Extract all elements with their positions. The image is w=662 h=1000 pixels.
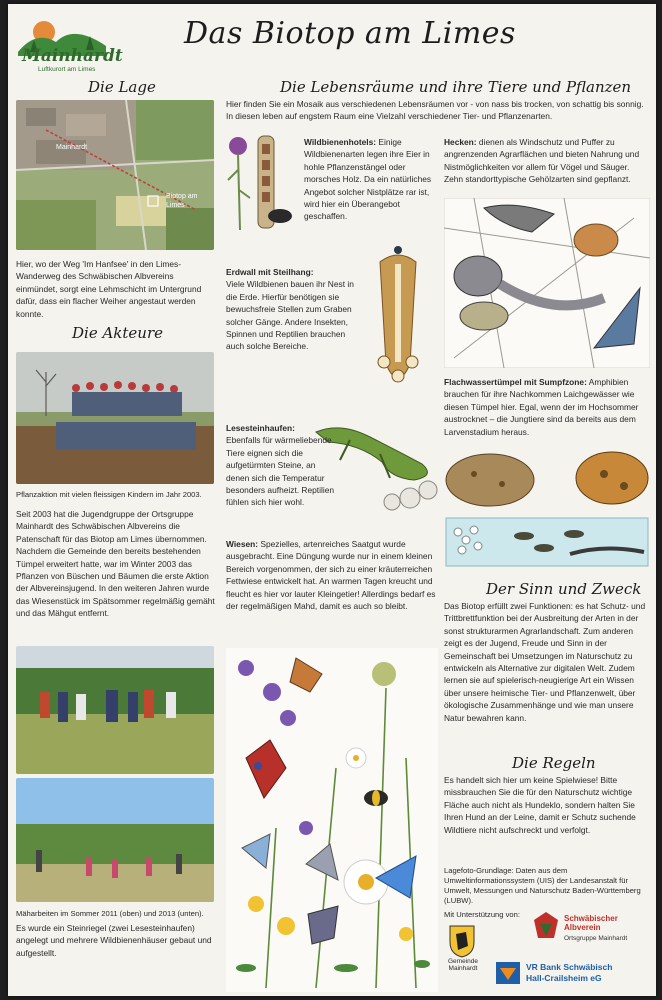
erdwall-title: Erdwall mit Steilhang: (226, 267, 314, 277)
credits-text: Lagefoto-Grundlage: Daten aus dem Umweltinformationssystem (UIS) der Landesanstalt für Umwelt, Messungen und Naturschutz Baden-Württemberg (LUBW). (444, 866, 641, 905)
akteure-text: Seit 2003 hat die Jugendgruppe der Ortsgruppe Mainhardt des Schwäbischen Albvereins die Patenschaft für das Biotop am Limes übernommen. Nachdem die Gemeinde den bereits bestehenden Tümpel erweitert hatte, war im Winter 2003 das Pflanzen von Büschen und Bäumen die erste Aktion der Albvereinsjugend. In den weiteren Jahren wurde das Wiesenstück im Spätsommer regelmäßig gemäht und das Mähgut entfernt. (16, 509, 215, 619)
sponsors-label: Mit Unterstützung von: (444, 910, 520, 919)
wiesen-illustration (226, 648, 438, 992)
albverein-line1: Schwäbischer (564, 914, 618, 923)
akteure-photo-2003 (16, 352, 214, 484)
vr-bank-icon (496, 962, 520, 984)
lebensraeume-intro: Hier finden Sie ein Mosaik aus verschiedenen Lebensräumen vor - von nass bis trocken, von schattig bis sonnig. In diesen leben auf engstem Raum eine Vielzahl verschiedener Tier- und Pflanzenarten. (226, 99, 644, 122)
hecken-text: dienen als Windschutz und Puffer zu angrenzenden Agrarflächen und bieten Nahrung und Nistmöglichkeiten vor allem für Vögel und Säuger. Zehn standorttypische Gehölzarten sind gepflanzt. (444, 137, 640, 185)
hecken-title: Hecken: (444, 137, 477, 147)
map-label-town: Mainhardt (56, 144, 88, 151)
wiesen-title: Wiesen: (226, 539, 259, 549)
akteure-photo-caption: Pflanzaktion mit vielen fleissigen Kindern im Jahr 2003. (16, 490, 202, 499)
gemeinde-line2: Mainhardt (448, 965, 478, 972)
lage-heading: Die Lage (88, 78, 156, 96)
albverein-line2: Albverein (564, 923, 601, 932)
coat-of-arms-icon (448, 924, 476, 958)
wildbienen-title: Wildbienenhotels: (304, 137, 377, 147)
page-title: Das Biotop am Limes (184, 16, 516, 51)
sinn-heading: Der Sinn und Zweck (486, 580, 642, 598)
erdwall-text: Viele Wildbienen bauen ihr Nest in die Erde. Hierfür benötigen sie bewuchsfreie Stellen zum Graben solcher Gänge. Andere Insekten, Spinnen und Reptilien brauchen auch solche Bereiche. (226, 279, 354, 352)
map-label-biotop: Biotop am Limes (166, 193, 198, 209)
logo-tagline: Luftkurort am Limes (38, 66, 96, 73)
albverein-emblem-icon (532, 910, 560, 942)
flachwasser-block (444, 376, 650, 438)
regeln-heading: Die Regeln (512, 754, 596, 772)
logo-name: Mainhardt (22, 46, 123, 66)
regeln-text: Es handelt sich hier um keine Spielwiese! Bitte missbrauchen Sie die für den Naturschutz wichtige Fläche auch nicht als Hundeklo, sondern halten Sie Ihren Hund an der Leine, damit er Schutz suchende Wildtiere nicht aufschreckt und verfolgt. (444, 775, 636, 835)
lage-map (16, 100, 214, 250)
info-board (8, 4, 656, 996)
gemeinde-line1: Gemeinde (448, 958, 478, 965)
lage-text: Hier, wo der Weg 'Im Hanfsee' in den Limes-Wanderweg des Schwäbischen Albvereins einmündet, sorgt eine Lehmschicht im Untergrund dafür, dass ein flacher Weiher angestaut werden konnte. (16, 259, 202, 319)
flachwasser-illustration (444, 444, 650, 568)
wiesen-block (226, 538, 438, 612)
gemeinde-logo (444, 924, 484, 988)
vr-bank-line1: VR Bank Schwäbisch (526, 962, 613, 972)
akteure-text2: Es wurde ein Steinriegel (zwei Lesesteinhaufen) angelegt und mehrere Wildbienenhäuser gebaut und aufgestellt. (16, 923, 212, 958)
erdwall-illustration (360, 244, 436, 392)
flachwasser-text: Amphibien brauchen für ihre Nachkommen Laichgewässer wie diesen Tümpel hier. Egal, wenn der im Hochsommer austrocknet – die Jungtiere sind da bereits aus dem Larvenstadium heraus. (444, 377, 639, 437)
lebensraeume-heading: Die Lebensräume und ihre Tiere und Pflanzen (280, 78, 632, 96)
vr-bank-logo (496, 960, 652, 990)
wildbienen-text: Einige Wildbienenarten legen ihre Eier in hohle Pflanzenstängel oder morsches Holz. Da ein natürliches Angebot solcher Nistplätze rar ist, wird hier ein Überangebot geschaffen. (304, 137, 432, 222)
maeharbeiten-photo-2011 (16, 646, 214, 774)
wiesen-text: Spezielles, artenreiches Saatgut wurde ausgebracht. Eine Düngung wurde nur in einem kleinen Bereich vorgenommen, der sich zu einer kräuterreichen Fettwiese entwickelt hat. An warmen Tagen kreucht und fleucht es hier vor lauter Kleingetier! Allerdings bedarf es der regelmäßigen Mahd, damit es auch so bleibt. (226, 539, 436, 612)
vr-bank-line2: Hall-Crailsheim eG (526, 973, 602, 983)
lesestein-title: Lesesteinhaufen: (226, 423, 295, 433)
sinn-text: Das Biotop erfüllt zwei Funktionen: es hat Schutz- und Trittbrettfunktion bei der Ausbreitung der Arten in der sonst strukturarmen Agrarlandschaft. Zum anderen zeigt es der Jugend, Freude und Sinn in der Gemeinschaft bei Umsetzungen im Naturschutz zu entwickeln als Alternative zur digitalen Welt. Zudem lernen sie auf spielerisch-neugierige Art ein Wissen über unsere heimische Tier- und Pflanzenwelt, über ökologische Zusammenhänge und wie man unsere Natur bewahren kann. (444, 601, 646, 723)
flachwasser-title: Flachwassertümpel mit Sumpfzone: (444, 377, 587, 387)
albverein-group: Ortsgruppe Mainhardt (564, 935, 628, 942)
erdwall-block (226, 266, 356, 353)
maeharbeiten-caption: Mäharbeiten im Sommer 2011 (oben) und 2013 (unten). (16, 909, 204, 918)
wildbienen-illustration (224, 130, 300, 238)
lesestein-text: Ebenfalls für wärmeliebende Tiere eignen sich die aufgetürmten Steine, an denen sich die Temperatur besonders aufheizt. Reptilien fühlen sich hier wohl. (226, 435, 335, 508)
wildbienen-block (304, 136, 438, 223)
albverein-logo (532, 908, 652, 948)
hecken-illustration (444, 198, 650, 368)
hecken-block (444, 136, 650, 186)
lesestein-block (226, 422, 394, 509)
akteure-heading: Die Akteure (72, 324, 164, 342)
mainhardt-logo (16, 16, 126, 78)
maeharbeiten-photo-2013 (16, 778, 214, 902)
